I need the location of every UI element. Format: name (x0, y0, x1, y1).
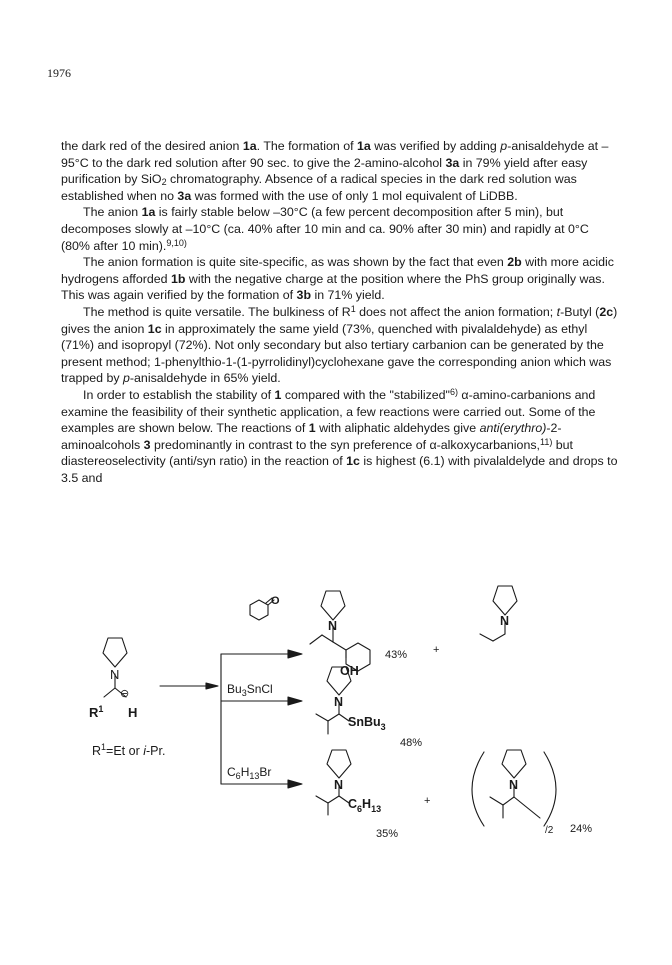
text-run: with more acidic hydrogens afforded (61, 255, 615, 286)
text-run: The anion formation is quite site-specific, as was shown by the fact that even (83, 255, 508, 270)
reactant-pyrrolidine-ring (103, 638, 127, 667)
text-run: anti(erythro) (479, 421, 547, 436)
reagent-c6h13br: $C_6H_{13}Br$ (227, 765, 272, 781)
text-run: 1 (308, 421, 316, 436)
dimer-pyrrolidine (502, 750, 526, 778)
text-run: α-amino-carbanions and examine the feasibility of their synthetic application, a few reactions were carried out. Some of the examples are shown below. The reactions of (61, 387, 596, 436)
text-run: 2 (161, 177, 167, 188)
product-3-n-label: N (334, 778, 344, 792)
dimer-yield: 24% (570, 823, 593, 835)
text-run: 3b (296, 288, 312, 303)
product-2-snbu3: SnBu$_3$ (348, 715, 386, 732)
text-run: is fairly stable below –30°C (a few percent decomposition after 5 min), but decomposes slowly at –10°C (ca. 40% after 10 min and ca. 90% after 30 min) and rapidly at 0°C (80% after 10 min). (61, 205, 589, 253)
reactant-charge: ⊖ (120, 688, 130, 700)
text-run: The method is quite versatile. The bulkiness of R (83, 304, 351, 319)
plus-sign-2: + (424, 795, 431, 807)
product-2-yield: 48% (400, 737, 423, 749)
text-run: 1 (350, 303, 356, 314)
text-run: 6) (449, 386, 458, 397)
text-run: 1c (346, 454, 360, 469)
plus-sign-1: + (433, 644, 440, 656)
text-run: 1a (242, 139, 257, 153)
text-run: 9,10) (166, 237, 187, 248)
byproduct-1-structure (480, 586, 517, 641)
text-run: was formed with the use of only 1 mol equivalent of LiDBB. (191, 188, 518, 203)
text-run: In order to establish the stability of (83, 387, 275, 402)
product-2-n-label: N (334, 695, 344, 709)
text-run: but diastereoselectivity (anti/syn ratio) in the reaction of (61, 437, 573, 469)
text-run: -Butyl ( (560, 304, 600, 319)
dimer-left-paren (472, 752, 484, 826)
cyclohexanone-o-label: O (271, 595, 280, 607)
text-run: chromatography. Absence of a radical species in the dark red solution was established when no (61, 172, 577, 203)
text-run: 3a (177, 188, 192, 203)
product-3-pyrrolidine (327, 750, 351, 778)
reactant-r-label: $R^1$ (89, 704, 104, 720)
text-run: -2-aminoalcohols (61, 421, 562, 452)
product-1-yield: 43% (385, 649, 408, 661)
product-1-pyrrolidine (321, 591, 345, 620)
reactant-n-label: N (110, 667, 120, 682)
byproduct-1-pyrrolidine (493, 586, 517, 615)
page-number: 1976 (47, 66, 71, 80)
text-run: 3a (445, 155, 460, 170)
text-run: 1b (171, 271, 186, 286)
text-run: the dark red of the desired anion (61, 139, 243, 153)
text-run: in 71% yield. (311, 288, 385, 303)
text-run: 1c (147, 321, 162, 336)
text-run: The anion (83, 205, 142, 220)
text-run: p (123, 371, 130, 386)
text-run: in 79% yield after easy purification by SiO (61, 155, 588, 187)
text-run: . The formation of (256, 139, 357, 153)
text-run: does not affect the anion formation; (355, 304, 557, 319)
reactant-h-label: H (128, 705, 138, 720)
text-run: 3 (143, 437, 151, 452)
text-run: with the negative charge at the position where the PhS group originally was. This was again verified by the formation of (61, 271, 605, 303)
product-1-oh-label: OH (340, 664, 359, 678)
reagent-bu3sncl: $Bu_3SnCl$ (227, 682, 273, 698)
dimer-right-paren (544, 752, 556, 826)
text-run: ) gives the anion (61, 304, 618, 336)
text-run: 2c (599, 304, 614, 319)
text-run: was verified by adding (370, 139, 501, 153)
text-run: 1 (274, 387, 282, 402)
substituent-note: $R^1=Et$ or i-Pr. (92, 742, 166, 758)
text-run: 1a (141, 205, 156, 220)
text-run: 11) (539, 436, 553, 447)
main-arrow-head (206, 683, 218, 689)
product-1-structure (310, 591, 370, 671)
text-run: predominantly in contrast to the syn preference of α-alkoxycarbanions, (150, 437, 540, 452)
byproduct-1-n-label: N (500, 614, 510, 628)
text-run: t (556, 304, 561, 319)
text-run: 1a (356, 139, 371, 153)
text-run: -anisaldehyde in 65% yield. (129, 371, 281, 386)
text-run: -anisaldehyde at –95°C to the dark red solution after 90 sec. to give the 2-amino-alcohol (61, 139, 609, 170)
dimer-n-label: N (509, 778, 519, 792)
product-1-n-label: N (328, 619, 338, 633)
product-3-c6h13: $C_6H_{13}$ (348, 797, 382, 814)
product-3-yield: 35% (376, 828, 399, 840)
text-run: in approximately the same yield (73%, quenched with pivalaldehyde) as ethyl (71%) and isopropyl (72%). Not only secondary but also tertiary carbanion can be generated by the present method; 1-phenylthio-1-(1-pyrrolidinyl)cyclohexane gave the corresponding anion which was trapped by (61, 321, 612, 386)
text-run: 2b (507, 255, 522, 270)
text-run: p (500, 139, 508, 153)
text-run: is highest (6.1) with pivalaldelyde and drops to 3.5 and (61, 454, 618, 485)
dimer-half-subscript: /2 (545, 825, 554, 836)
text-run: with aliphatic aldehydes give (315, 421, 480, 436)
text-run: compared with the "stabilized" (281, 387, 450, 402)
